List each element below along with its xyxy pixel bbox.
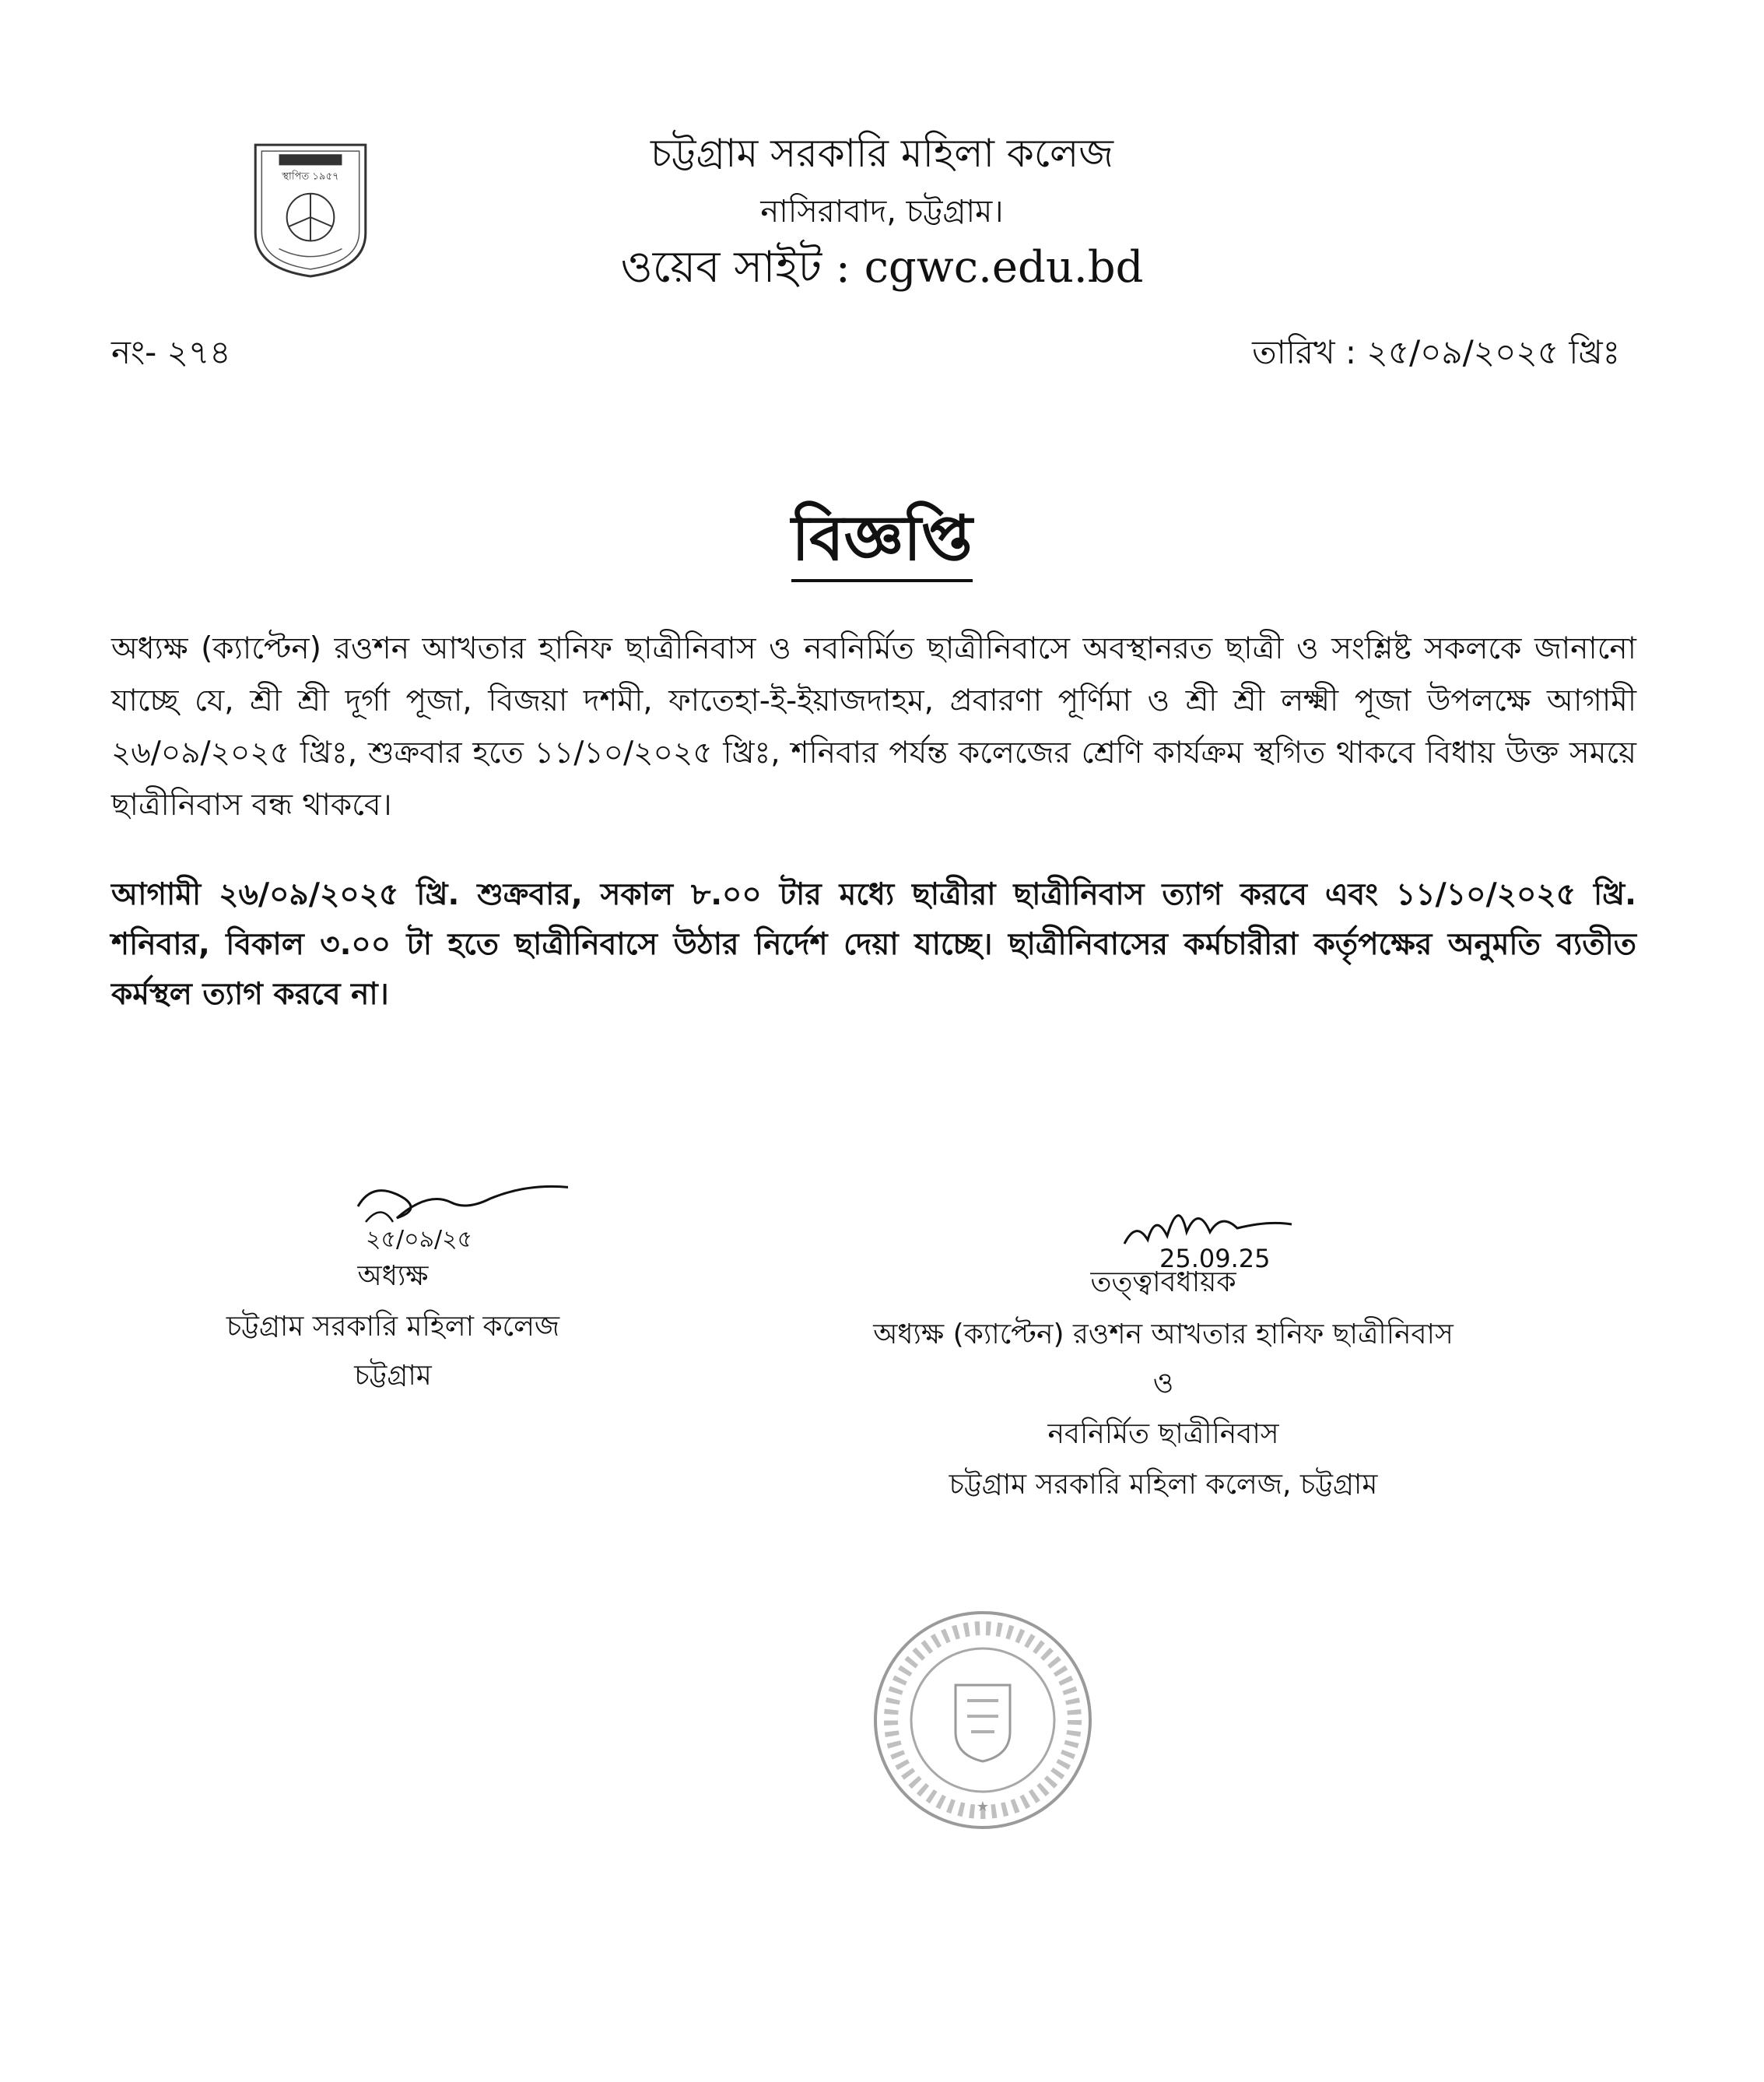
principal-city: চট্টগ্রাম [354,1360,432,1392]
notice-paragraph-2: আগামী ২৬/০৯/২০২৫ খ্রি. শুক্রবার, সকাল ৮.০০ টার মধ্যে ছাত্রীরা ছাত্রীনিবাস ত্যাগ করবে এবং ১১/১০/২০২৫ খ্রি. শনিবার, বিকাল ৩.০০ টা হতে ছাত্রীনিবাসে উঠার নির্দেশ দেয়া যাচ্ছে। ছাত্রীনিবাসের কর্মচারীরা কর্তৃপক্ষের অনুমতি ব্যতীত কর্মস্থল ত্যাগ করবে না। [111,877,1636,1012]
college-address: নাসিরাবাদ, চট্টগ্রাম। [760,194,1004,230]
memo-number: নং- ২৭৪ [111,333,231,371]
principal-title: অধ্যক্ষ [357,1260,429,1292]
superintendent-hostel-1: অধ্যক্ষ (ক্যাপ্টেন) রওশন আখতার হানিফ ছাত্রীনিবাস [873,1318,1454,1350]
superintendent-college: চট্টগ্রাম সরকারি মহিলা কলেজ, চট্টগ্রাম [949,1469,1378,1501]
notice-title-text: বিজ্ঞপ্তি [791,502,973,582]
office-seal-stamp [870,1607,1096,1833]
memo-date: তারিখ : ২৫/০৯/২০২৫ খ্রিঃ [1252,333,1620,371]
principal-signature-date: ২৫/০৯/২৫ [366,1226,473,1253]
college-website: ওয়েব সাইট : cgwc.edu.bd [620,242,1144,293]
notice-title [0,490,1764,595]
logo-established-text: স্থাপিত ১৯৫৭ [282,170,339,183]
notice-paragraph-1: অধ্যক্ষ (ক্যাপ্টেন) রওশন আখতার হানিফ ছাত্রীনিবাস ও নবনির্মিত ছাত্রীনিবাসে অবস্থানরত ছাত্রী ও সংশ্লিষ্ট সকলকে জানানো যাচ্ছে যে, শ্রী শ্রী দূর্গা পূজা, বিজয়া দশমী, ফাতেহা-ই-ইয়াজদাহম, প্রবারণা পূর্ণিমা ও শ্রী শ্রী লক্ষ্মী পূজা উপলক্ষে আগামী ২৬/০৯/২০২৫ খ্রিঃ, শুক্রবার হতে ১১/১০/২০২৫ খ্রিঃ, শনিবার পর্যন্ত কলেজের শ্রেণি কার্যক্রম স্থগিত থাকবে বিধায় উক্ত সময়ে ছাত্রীনিবাস বন্ধ থাকবে। [111,631,1636,823]
superintendent-conjunction: ও [1152,1368,1174,1399]
college-name: চট্টগ্রাম সরকারি মহিলা কলেজ [651,131,1113,176]
superintendent-signature-date: 25.09.25 [1159,1244,1271,1273]
principal-signature [335,1175,568,1261]
superintendent-title: তত্ত্বাবধায়ক [1090,1266,1236,1298]
svg-text:★: ★ [976,1799,990,1815]
superintendent-hostel-2: নবনির্মিত ছাত্রীনিবাস [1047,1418,1279,1450]
principal-college: চট্টগ্রাম সরকারি মহিলা কলেজ [226,1311,560,1343]
